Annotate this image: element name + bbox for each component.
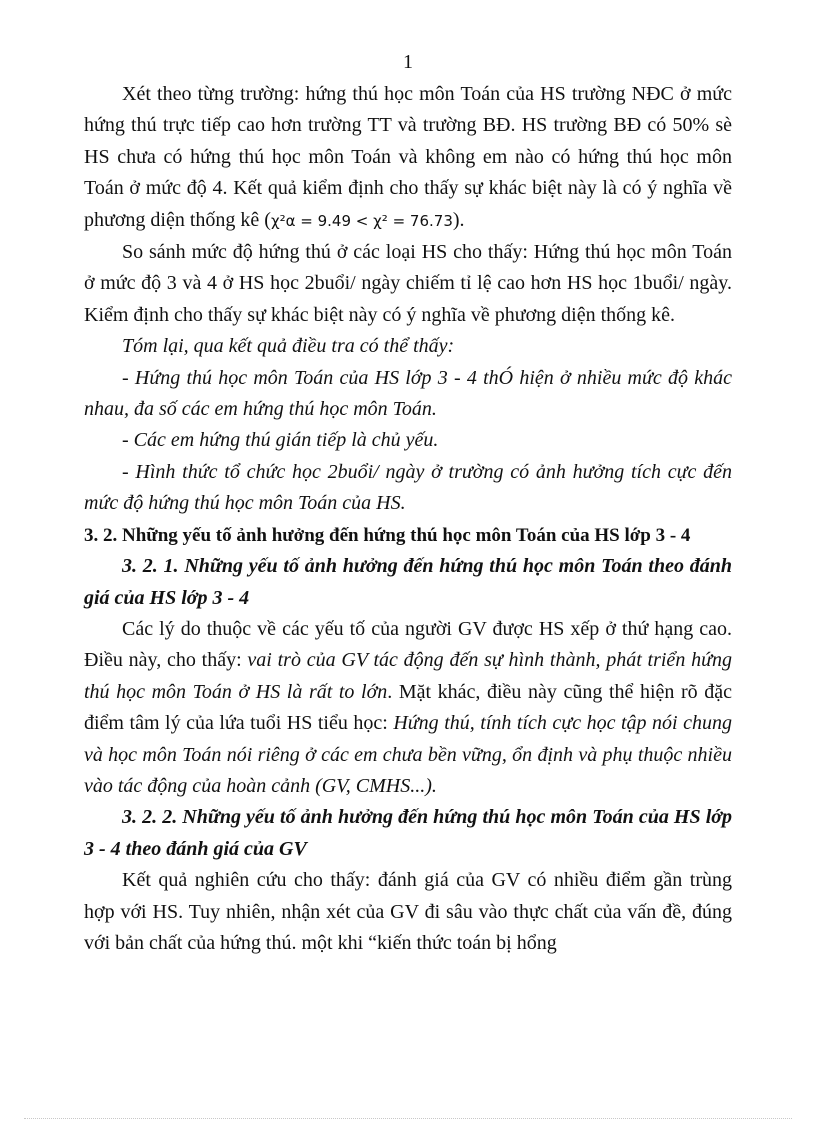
summary-bullet-3: - Hình thức tổ chức học 2buổi/ ngày ở trường có ảnh hưởng tích cực đến mức độ hứng thú học môn Toán của HS.: [84, 460, 732, 515]
summary-bullet-2: - Các em hứng thú gián tiếp là chủ yếu.: [122, 429, 439, 452]
subsection-heading-3-2-1: 3. 2. 1. Những yếu tố ảnh hưởng đến hứng thú học môn Toán theo đánh giá của HS lớp 3 - 4: [84, 555, 732, 609]
page-content: [84, 79, 732, 959]
page-bottom-divider: [24, 1118, 792, 1119]
paragraph-teacher-role: [84, 614, 732, 802]
paragraph-tail: ).: [452, 208, 465, 231]
teacher-role-text-2: . Mặt khác, điều này cũng thể hiện rõ đặc điểm tâm lý của lứa tuổi HS tiểu học:: [84, 680, 732, 735]
subsection-heading-3-2-2: 3. 2. 2. Những yếu tố ảnh hưởng đến hứng thú học môn Toán của HS lớp 3 - 4 theo đánh giá của GV: [84, 806, 732, 860]
page-number: 1: [403, 51, 413, 73]
paragraph-school-comparison-text: Xét theo từng trường: hứng thú học môn Toán của HS trường NĐC ở mức hứng thú trực tiếp cao hơn trường TT và trường BĐ. HS trường BĐ có 50% sè HS chưa có hứng thú học môn Toán và không em nào có hứng thú học môn Toán ở mức độ 4. Kết quả kiểm định cho thấy sự khác biệt này là có ý nghĩa về phương diện thống kê (: [84, 83, 732, 231]
paragraph-school-comparison: [84, 79, 732, 237]
section-heading-3-2: 3. 2. Những yếu tố ảnh hưởng đến hứng thú học môn Toán của HS lớp 3 - 4: [84, 524, 691, 546]
chi-square-observed: χ² = 76.73: [373, 211, 453, 230]
summary-intro: Tóm lại, qua kết quả điều tra có thể thấy:: [122, 335, 455, 358]
paragraph-student-type-comparison: So sánh mức độ hứng thú ở các loại HS cho thấy: Hứng thú học môn Toán ở mức độ 3 và 4 ở HS học 2buổi/ ngày chiếm tỉ lệ cao hơn HS học 1buổi/ ngày. Kiểm định cho thấy sự khác biệt này có ý nghĩa về phương diện thống kê.: [84, 241, 732, 326]
paragraph-teacher-evaluation: Kết quả nghiên cứu cho thấy: đánh giá của GV có nhiều điểm gần trùng hợp với HS. Tuy nhiên, nhận xét của GV đi sâu vào thực chất của vấn đề, đúng với bản chất của hứng thú. một khi “kiến thức toán bị hổng: [84, 869, 732, 954]
teacher-role-emphasis-2: Hứng thú, tính tích cực học tập nói chung và học môn Toán nói riêng ở các em chưa bền vững, ổn định và phụ thuộc nhiều vào tác động của hoàn cảnh (GV, CMHS...).: [84, 712, 733, 797]
summary-bullet-1: - Hứng thú học môn Toán của HS lớp 3 - 4 thÓ hiện ở nhiều mức độ khác nhau, đa số các em hứng thú học môn Toán.: [84, 366, 732, 421]
less-than-sign: <: [351, 211, 374, 230]
teacher-role-text-1: Các lý do thuộc về các yếu tố của người GV được HS xếp ở thứ hạng cao. Điều này, cho thấy:: [84, 617, 732, 672]
teacher-role-emphasis-1: vai trò của GV tác động đến sự hình thành, phát triển hứng thú học môn Toán ở HS là rất to lớn: [84, 649, 732, 703]
chi-square-critical: χ²α = 9.49: [270, 211, 352, 230]
